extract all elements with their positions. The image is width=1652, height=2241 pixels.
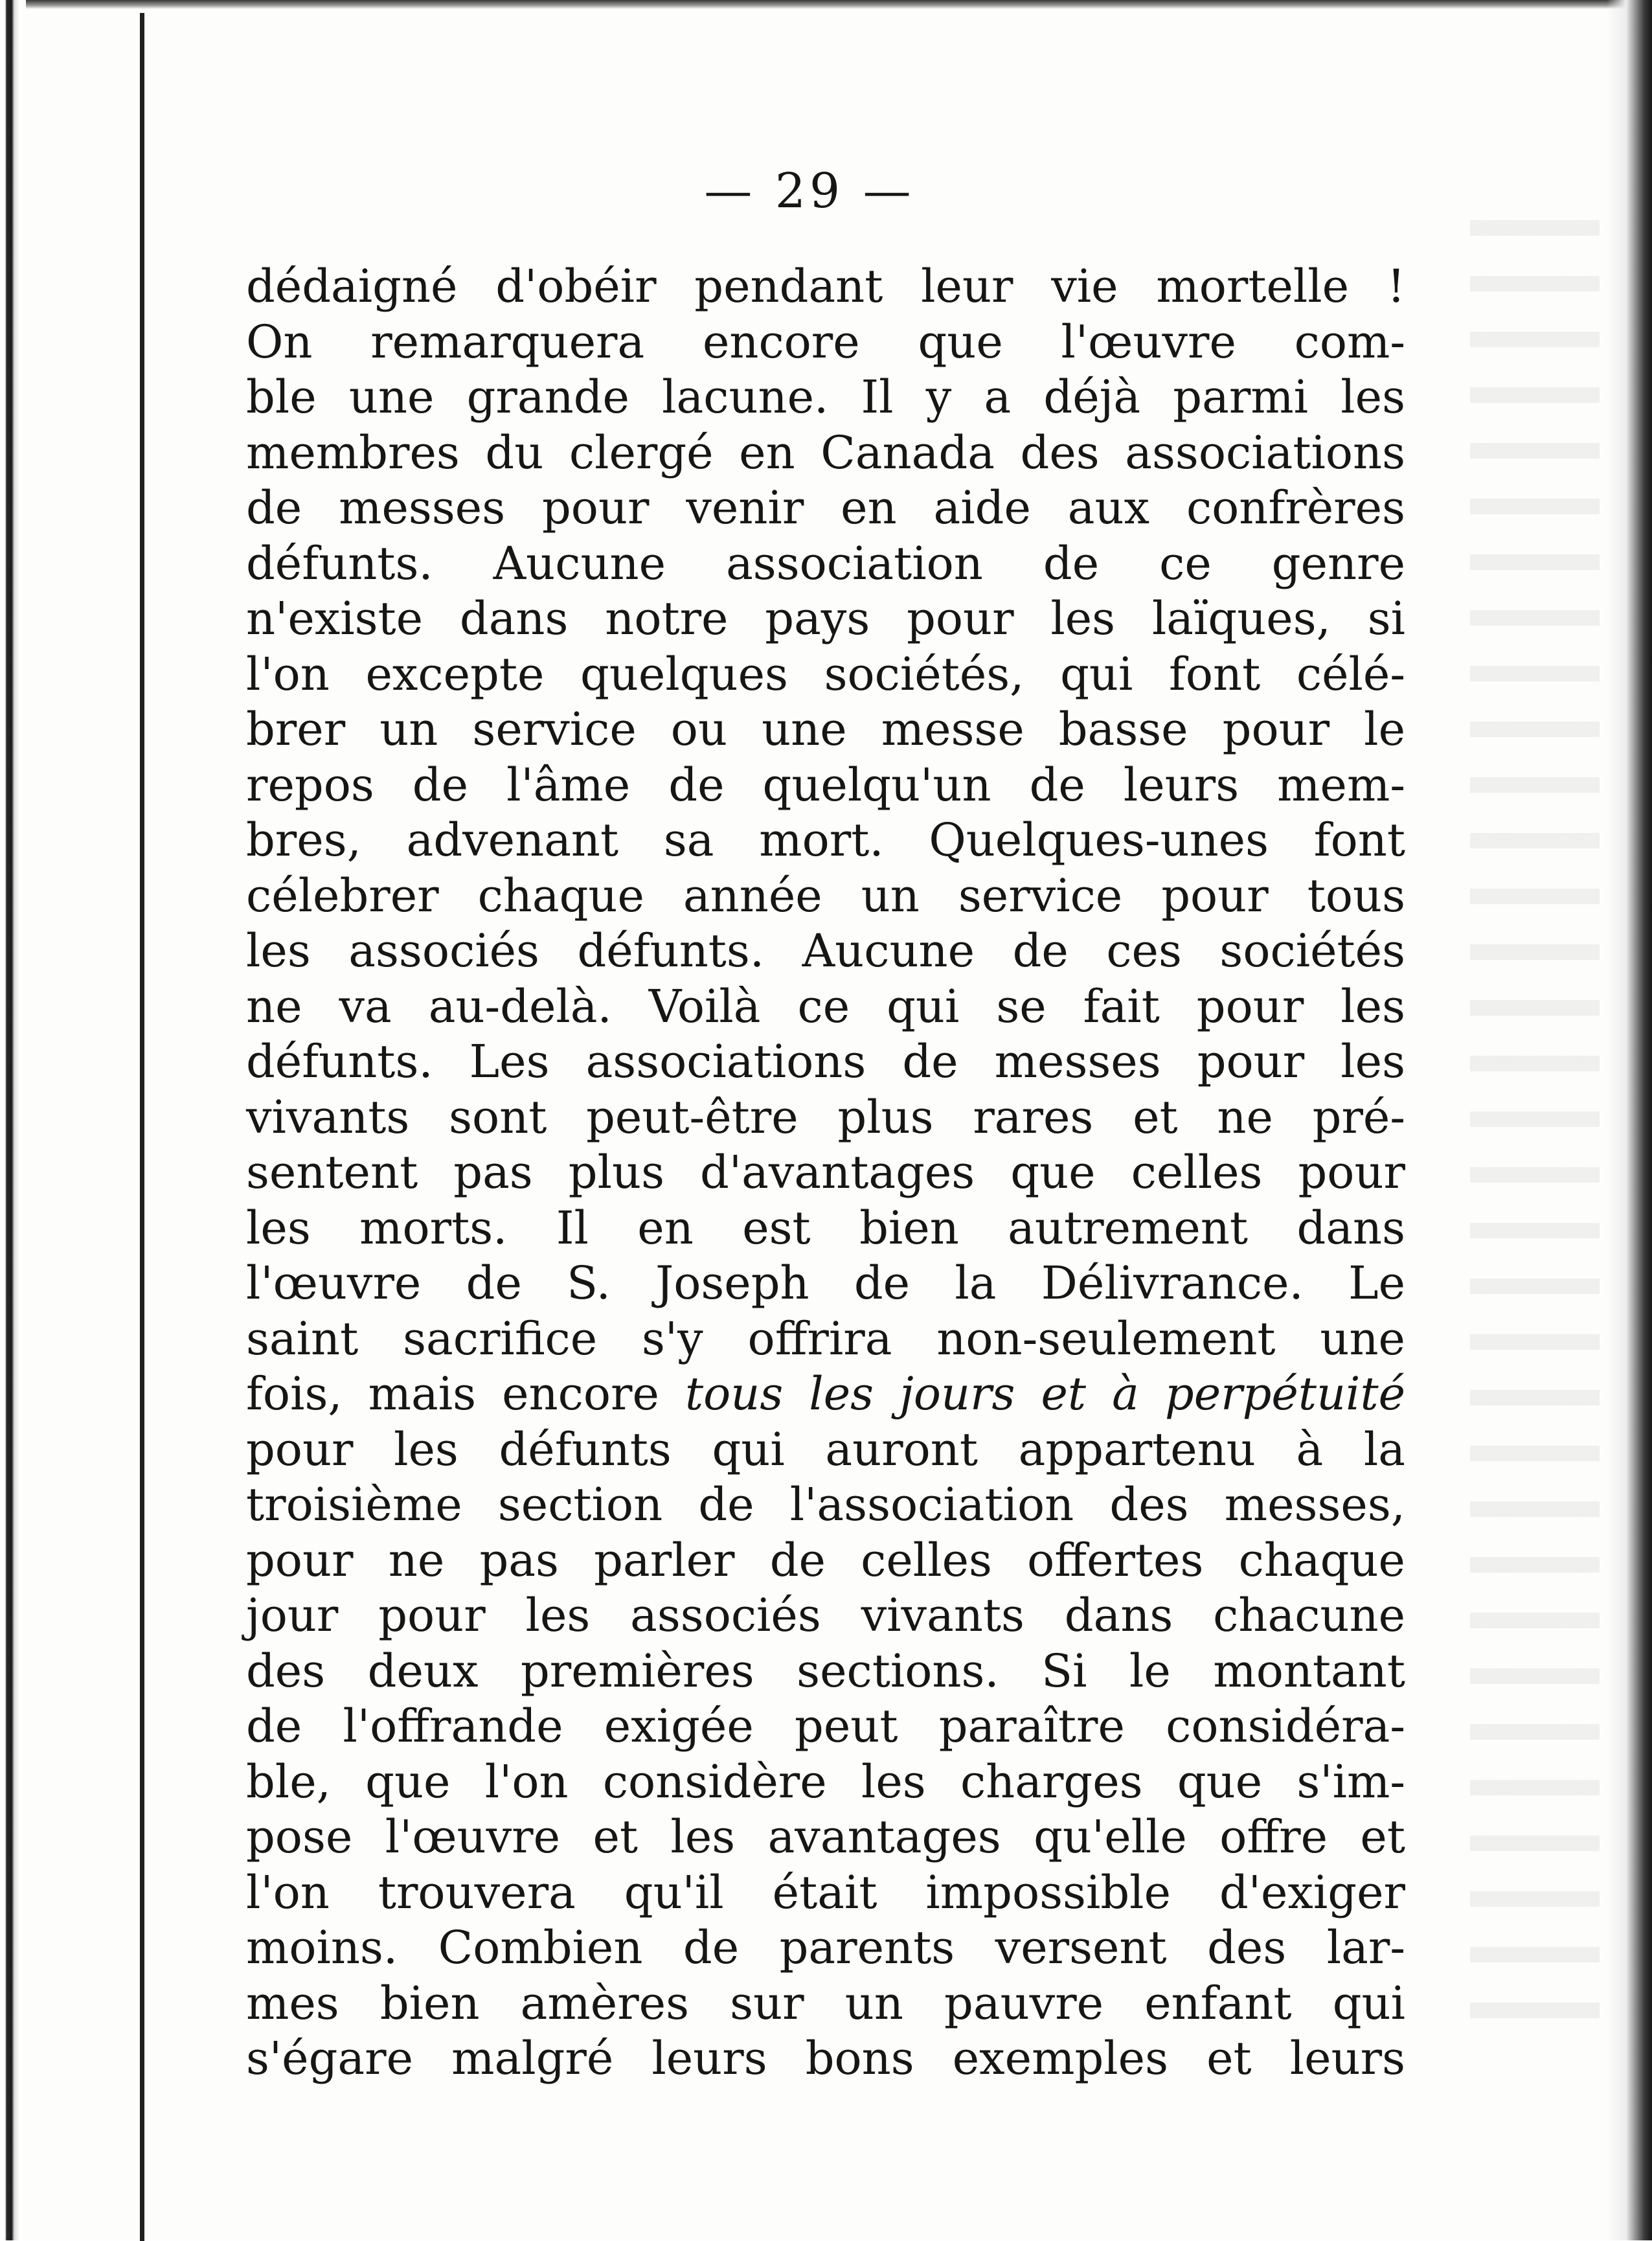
text-line: membres du clergé en Canada des associations [246, 426, 1405, 479]
page-top-edge [26, 0, 1652, 9]
body-text [246, 259, 1405, 2087]
text-segment: fois, mais encore [246, 1367, 685, 1420]
text-line: ble, que l'on considère les charges que s'im- [246, 1755, 1405, 1808]
page-number: — 29 — [704, 163, 915, 219]
text-line: mes bien amères sur un pauvre enfant qui [246, 1976, 1405, 2030]
text-line: vivants sont peut-être plus rares et ne pré- [246, 1090, 1405, 1144]
text-line: défunts. Aucune association de ce genre [246, 536, 1405, 590]
text-line: sentent pas plus d'avantages que celles pour [246, 1146, 1405, 1199]
text-line: pour ne pas parler de celles offertes chaque [246, 1533, 1405, 1587]
text-line: bres, advenant sa mort. Quelques-unes font [246, 813, 1405, 867]
text-line: troisième section de l'association des messes, [246, 1478, 1405, 1531]
text-line: saint sacrifice s'y offrira non-seulement une [246, 1312, 1405, 1365]
binding-edge [0, 0, 22, 2240]
text-line-with-italic [246, 1367, 1405, 1422]
text-line: dédaigné d'obéir pendant leur vie mortelle ! [246, 260, 1405, 313]
text-line: défunts. Les associations de messes pour les [246, 1035, 1405, 1088]
text-line: l'on trouvera qu'il était impossible d'exiger [246, 1865, 1405, 1919]
text-line: les morts. Il en est bien autrement dans [246, 1201, 1405, 1255]
text-line: l'œuvre de S. Joseph de la Délivrance. Le [246, 1257, 1405, 1310]
text-line: jour pour les associés vivants dans chacune [246, 1589, 1405, 1642]
text-line: s'égare malgré leurs bons exemples et leurs [246, 2032, 1405, 2085]
text-line: célebrer chaque année un service pour tous [246, 869, 1405, 922]
text-line: pose l'œuvre et les avantages qu'elle offre et [246, 1810, 1405, 1863]
text-line: moins. Combien de parents versent des lar- [246, 1921, 1405, 1974]
text-line: n'existe dans notre pays pour les laïques, si [246, 592, 1405, 645]
text-line: les associés défunts. Aucune de ces sociétés [246, 924, 1405, 977]
page-right-edge [1607, 0, 1652, 2240]
text-line: pour les défunts qui auront appartenu à la [246, 1422, 1405, 1476]
text-line: l'on excepte quelques sociétés, qui font célé- [246, 647, 1405, 701]
page-fold-line [140, 13, 144, 2241]
text-line: repos de l'âme de quelqu'un de leurs mem- [246, 758, 1405, 812]
italic-phrase: tous les jours et à perpétuité [685, 1367, 1405, 1420]
text-line: des deux premières sections. Si le montant [246, 1644, 1405, 1698]
text-line: ne va au-delà. Voilà ce qui se fait pour les [246, 979, 1405, 1033]
text-line: brer un service ou une messe basse pour le [246, 703, 1405, 756]
text-line: de l'offrande exigée peut paraître considéra- [246, 1700, 1405, 1753]
text-line: On remarquera encore que l'œuvre com- [246, 315, 1405, 369]
text-line: ble une grande lacune. Il y a déjà parmi les [246, 370, 1405, 424]
text-line: de messes pour venir en aide aux confrères [246, 481, 1405, 534]
show-through-bleed [1470, 220, 1600, 2034]
